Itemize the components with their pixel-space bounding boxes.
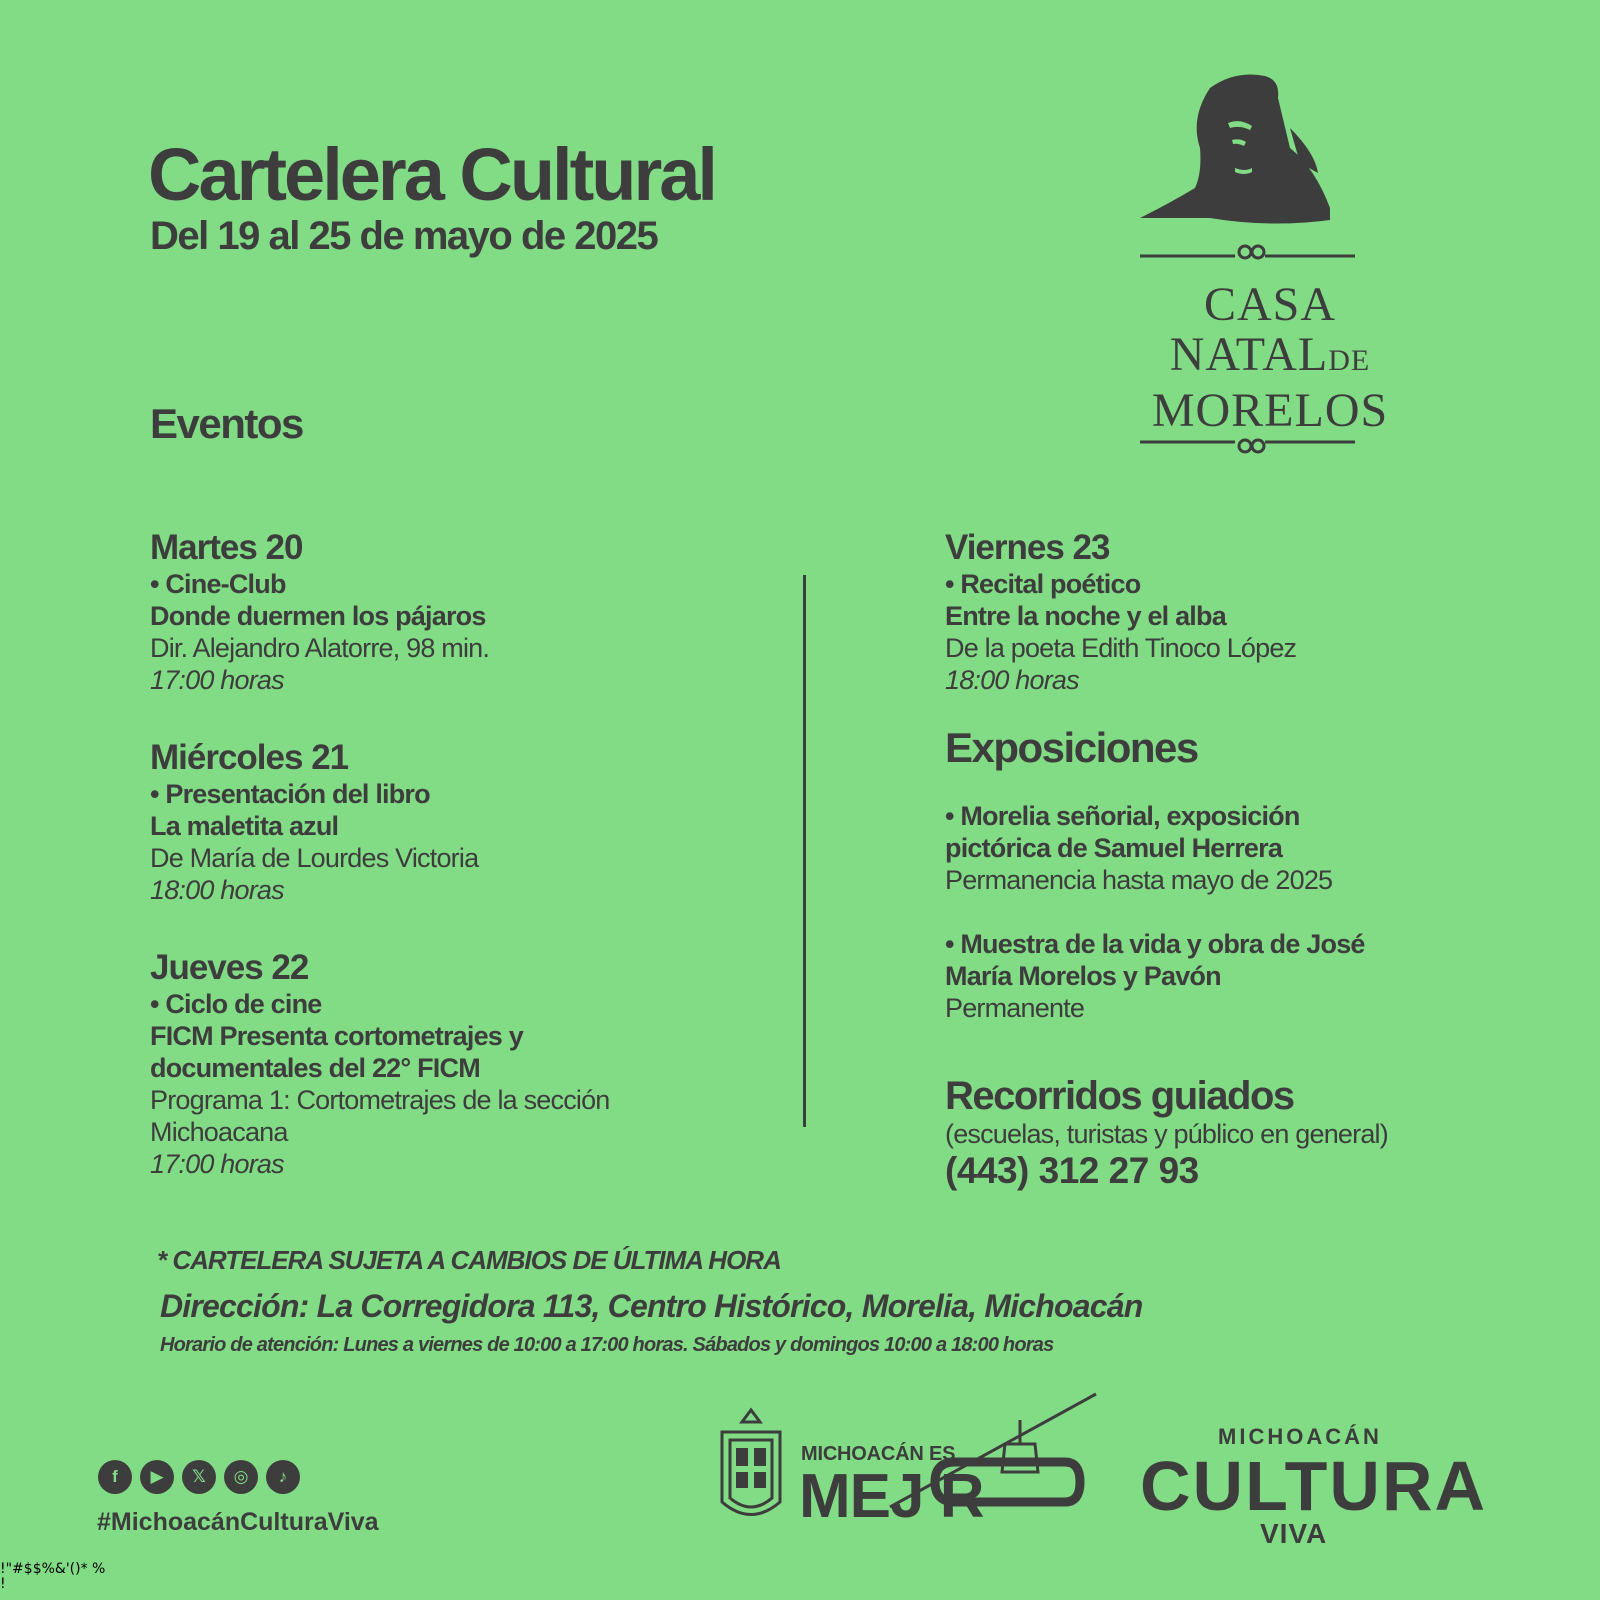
date-range: Del 19 al 25 de mayo de 2025	[150, 214, 658, 258]
event-detail: Michoacana	[150, 1117, 288, 1147]
exhibitions-heading: Exposiciones	[945, 724, 1198, 771]
exhibition-title: pictórica de Samuel Herrera	[945, 833, 1283, 863]
de-word: DE	[1328, 344, 1371, 377]
event-time: 18:00 horas	[945, 665, 1079, 695]
exhibition-title: • Muestra de la vida y obra de José	[945, 929, 1365, 959]
opening-hours: Horario de atención: Lunes a viernes de 10:00 a 17:00 horas. Sábados y domingos 10:00 a 18:00 horas	[160, 1334, 1054, 1356]
facebook-icon[interactable]: f	[98, 1460, 132, 1494]
event-day: Martes 20	[150, 528, 303, 567]
cultura-top-label: MICHOACÁN	[1218, 1424, 1382, 1449]
youtube-icon[interactable]: ▶	[140, 1460, 174, 1494]
hashtag: #MichoacánCulturaViva	[97, 1508, 379, 1536]
event-block	[945, 528, 1388, 696]
event-time: 18:00 horas	[150, 875, 284, 905]
event-title: Entre la noche y el alba	[945, 601, 1226, 631]
event-time: 17:00 horas	[150, 1149, 284, 1179]
column-divider	[803, 575, 806, 1127]
tours-phone: (443) 312 27 93	[945, 1150, 1199, 1191]
cultura-word: CULTURA	[1140, 1447, 1488, 1525]
exhibition-item	[945, 800, 1388, 896]
event-title: documentales del 22° FICM	[150, 1053, 480, 1083]
michoacan-es-label: MICHOACÁN ES	[801, 1443, 956, 1465]
event-block	[150, 528, 610, 696]
exhibition-title: María Morelos y Pavón	[945, 961, 1221, 991]
exhibition-detail: Permanente	[945, 993, 1085, 1023]
exhibition-detail: Permanencia hasta mayo de 2025	[945, 865, 1333, 895]
event-category: • Ciclo de cine	[150, 989, 322, 1019]
event-category: • Presentación del libro	[150, 779, 430, 809]
natal-word: NATAL	[1169, 328, 1329, 381]
exhibition-title: • Morelia señorial, exposición	[945, 801, 1300, 831]
casa-natal-wordmark	[1140, 280, 1400, 436]
event-detail: Programa 1: Cortometrajes de la sección	[150, 1085, 610, 1115]
stray-text-line: !"#$$%&'()* %	[0, 1561, 106, 1577]
left-events-column	[150, 528, 610, 1222]
event-day: Viernes 23	[945, 528, 1110, 567]
address: Dirección: La Corregidora 113, Centro Histórico, Morelia, Michoacán	[160, 1288, 1143, 1324]
social-icons	[98, 1460, 300, 1494]
tiktok-icon[interactable]: ♪	[266, 1460, 300, 1494]
event-block	[150, 948, 610, 1180]
right-column	[945, 528, 1388, 1192]
mejor-word: MEJ R	[799, 1462, 984, 1531]
event-title: FICM Presenta cortometrajes y	[150, 1021, 523, 1051]
cultura-bottom-label: VIVA	[1260, 1518, 1328, 1549]
event-title: La maletita azul	[150, 811, 339, 841]
casa-word: CASA	[1203, 278, 1337, 331]
page-title: Cartelera Cultural	[148, 133, 715, 216]
stray-text	[0, 1562, 105, 1592]
schedule-notice: * CARTELERA SUJETA A CAMBIOS DE ÚLTIMA HORA	[157, 1245, 781, 1275]
exhibition-item	[945, 928, 1388, 1024]
stray-text-line: !	[0, 1576, 6, 1592]
tours-heading: Recorridos guiados	[945, 1074, 1294, 1118]
event-day: Jueves 22	[150, 948, 309, 987]
event-detail: De la poeta Edith Tinoco López	[945, 633, 1297, 663]
instagram-icon[interactable]: ◎	[224, 1460, 258, 1494]
event-block	[150, 738, 610, 906]
tours-note: (escuelas, turistas y público en general)	[945, 1119, 1388, 1149]
event-category: • Recital poético	[945, 569, 1141, 599]
event-category: • Cine-Club	[150, 569, 286, 599]
event-detail: De María de Lourdes Victoria	[150, 843, 479, 873]
event-time: 17:00 horas	[150, 665, 284, 695]
event-title: Donde duermen los pájaros	[150, 601, 486, 631]
morelos-word: MORELOS	[1151, 384, 1389, 437]
x-icon[interactable]: 𝕏	[182, 1460, 216, 1494]
events-heading: Eventos	[150, 400, 303, 447]
event-day: Miércoles 21	[150, 738, 349, 777]
event-detail: Dir. Alejandro Alatorre, 98 min.	[150, 633, 490, 663]
